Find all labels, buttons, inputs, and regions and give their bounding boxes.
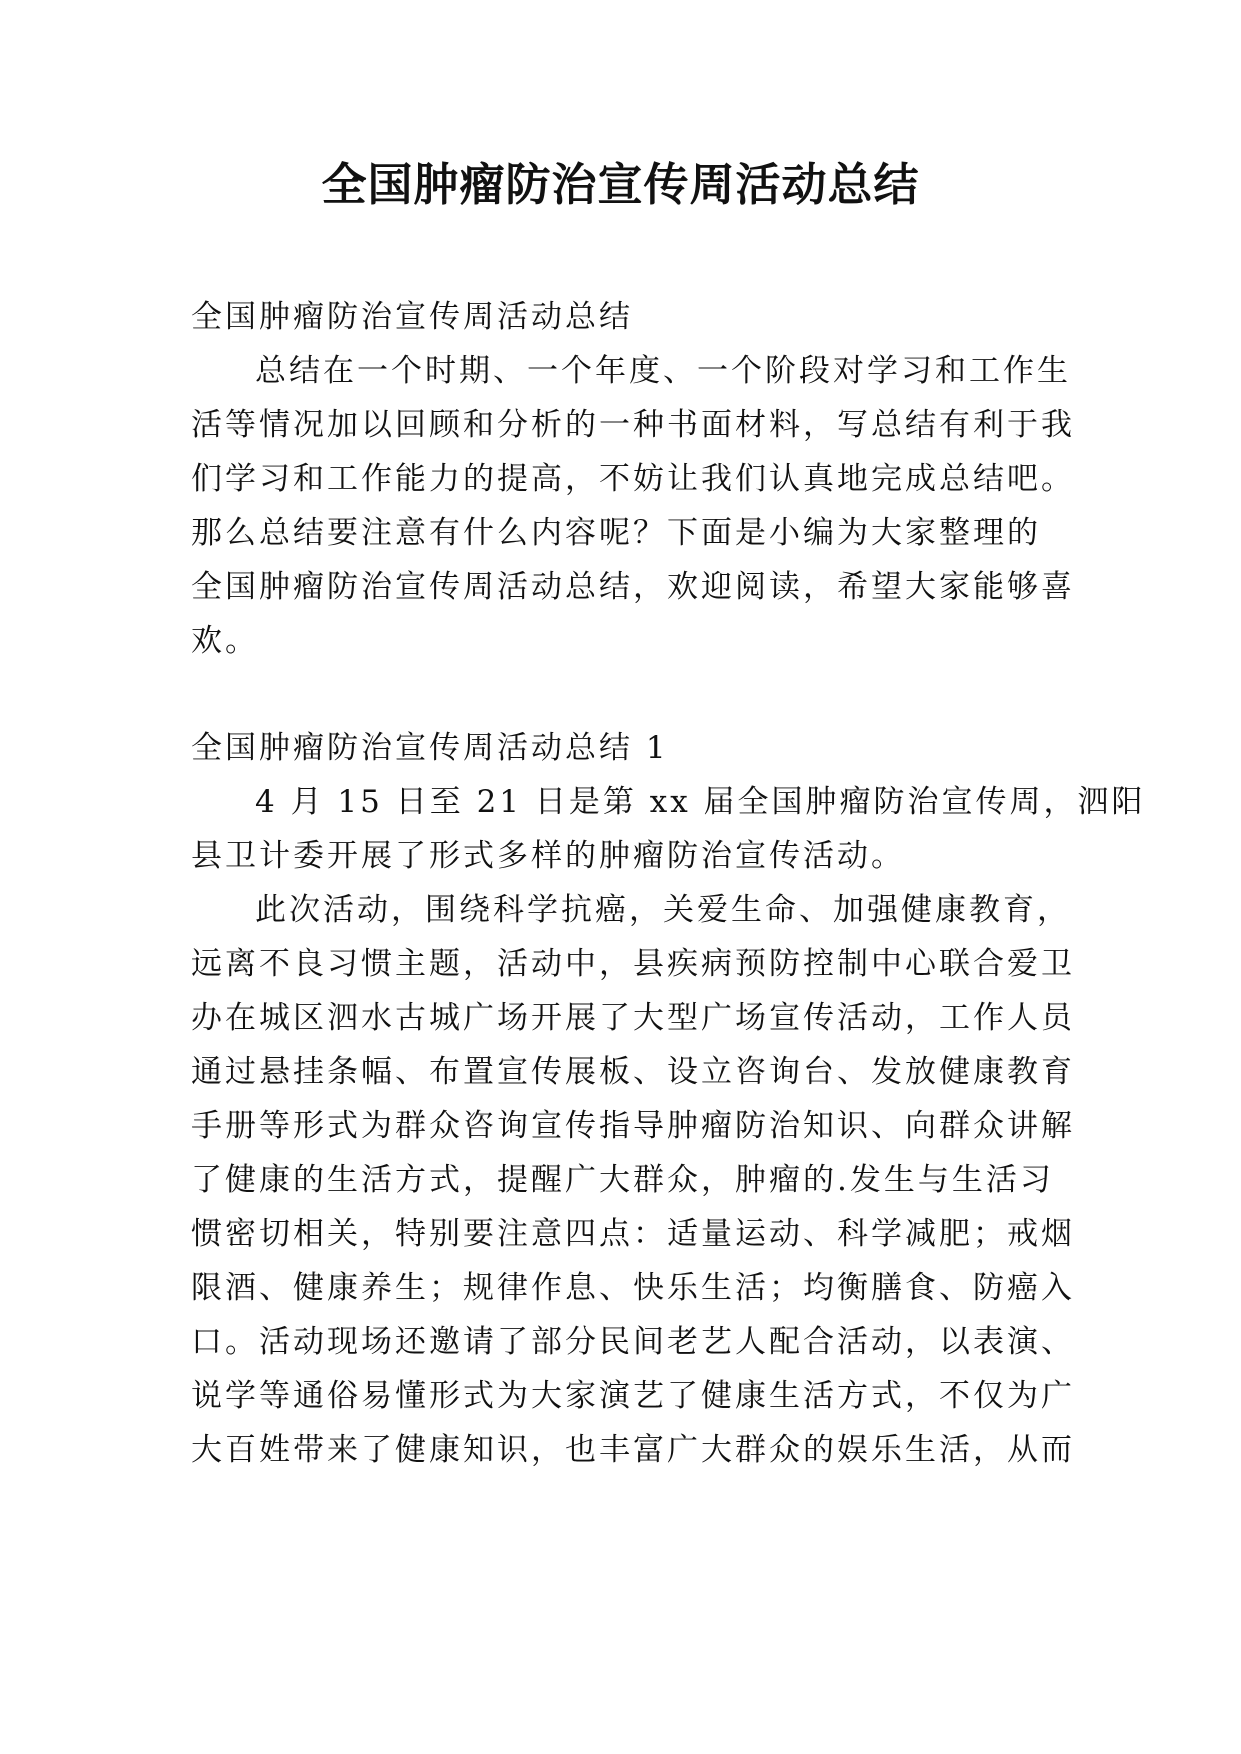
text-line: 办在城区泗水古城广场开展了大型广场宣传活动，工作人员 — [191, 1000, 1075, 1036]
subtitle-line: 全国肿瘤防治宣传周活动总结 — [191, 299, 633, 335]
text-line: 活等情况加以回顾和分析的一种书面材料，写总结有利于我 — [191, 407, 1075, 443]
document-title: 全国肿瘤防治宣传周活动总结 — [321, 158, 920, 211]
text-line: 惯密切相关，特别要注意四点：适量运动、科学减肥；戒烟 — [191, 1216, 1075, 1252]
text-line: 欢。 — [191, 623, 259, 659]
text-line: 全国肿瘤防治宣传周活动总结，欢迎阅读，希望大家能够喜 — [191, 569, 1075, 605]
text-line: 们学习和工作能力的提高，不妨让我们认真地完成总结吧。 — [191, 461, 1075, 497]
text-line: 总结在一个时期、一个年度、一个阶段对学习和工作生 — [255, 353, 1071, 389]
text-line: 4 月 15 日至 21 日是第 xx 届全国肿瘤防治宣传周，泗阳 — [255, 784, 1146, 820]
text-line: 通过悬挂条幅、布置宣传展板、设立咨询台、发放健康教育 — [191, 1054, 1075, 1090]
text-line: 大百姓带来了健康知识，也丰富广大群众的娱乐生活，从而 — [191, 1432, 1075, 1468]
text-line: 此次活动，围绕科学抗癌，关爱生命、加强健康教育， — [255, 892, 1071, 928]
event-paragraph — [191, 775, 1146, 883]
text-line: 远离不良习惯主题，活动中，县疾病预防控制中心联合爱卫 — [191, 946, 1075, 982]
activity-paragraph — [191, 883, 1075, 1477]
text-line: 口。活动现场还邀请了部分民间老艺人配合活动，以表演、 — [191, 1324, 1075, 1360]
text-line: 限酒、健康养生；规律作息、快乐生活；均衡膳食、防癌入 — [191, 1270, 1075, 1306]
section-heading: 全国肿瘤防治宣传周活动总结 1 — [191, 730, 669, 766]
text-line: 说学等通俗易懂形式为大家演艺了健康生活方式，不仅为广 — [191, 1378, 1075, 1414]
document-body — [191, 290, 1146, 1477]
text-line: 那么总结要注意有什么内容呢？下面是小编为大家整理的 — [191, 515, 1041, 551]
text-line: 手册等形式为群众咨询宣传指导肿瘤防治知识、向群众讲解 — [191, 1108, 1075, 1144]
paragraph-gap — [191, 668, 1071, 721]
text-line: 了健康的生活方式，提醒广大群众，肿瘤的.发生与生活习 — [191, 1162, 1054, 1198]
text-line: 县卫计委开展了形式多样的肿瘤防治宣传活动。 — [191, 838, 905, 874]
intro-paragraph — [191, 344, 1075, 668]
